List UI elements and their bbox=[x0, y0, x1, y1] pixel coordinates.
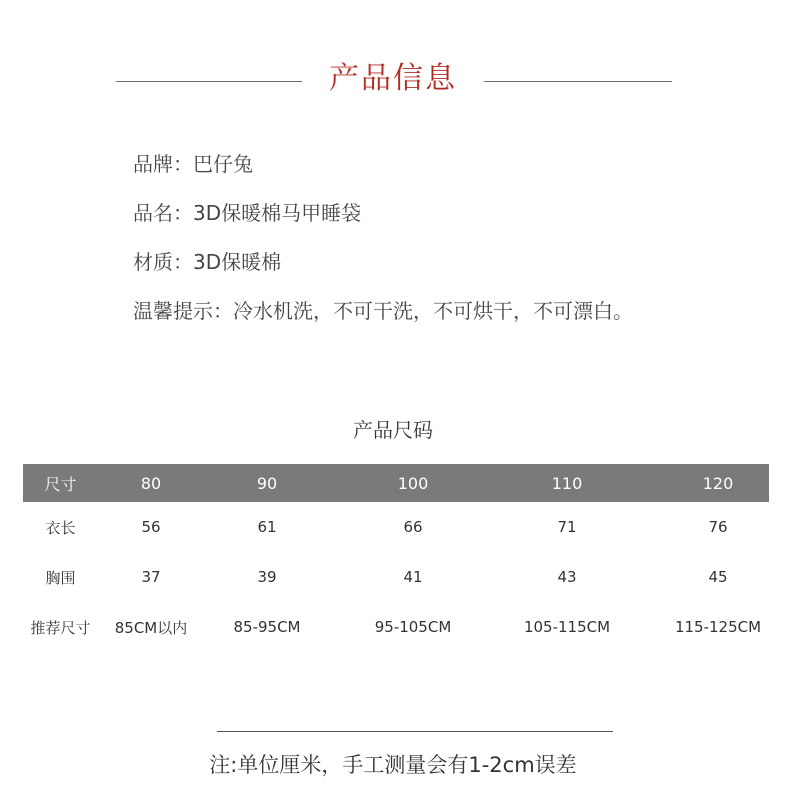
product-info-title: 产品信息 bbox=[329, 61, 457, 96]
product-info-list bbox=[133, 146, 633, 342]
table-cell: 66 bbox=[403, 518, 423, 536]
row-label: 胸围 bbox=[45, 568, 76, 587]
size-chart-title: 产品尺码 bbox=[353, 418, 433, 442]
table-cell: 105-115CM bbox=[523, 618, 611, 636]
table-cell: 85CM以内 bbox=[114, 618, 188, 637]
table-cell: 115-125CM bbox=[674, 618, 762, 636]
table-cell: 45 bbox=[708, 568, 728, 586]
table-cell: 39 bbox=[257, 568, 277, 586]
row-label: 衣长 bbox=[45, 518, 76, 537]
title-divider-right bbox=[484, 81, 672, 82]
table-cell: 41 bbox=[403, 568, 423, 586]
title-divider-left bbox=[116, 81, 302, 82]
header-cell-120: 120 bbox=[702, 473, 734, 493]
info-product-name: 品名：3D保暖棉马甲睡袋 bbox=[133, 201, 362, 225]
table-cell: 56 bbox=[141, 518, 161, 536]
table-cell: 71 bbox=[557, 518, 577, 536]
note-divider bbox=[217, 731, 613, 732]
table-cell: 85-95CM bbox=[233, 618, 301, 636]
size-table-header bbox=[23, 464, 769, 502]
table-cell: 76 bbox=[708, 518, 728, 536]
measurement-note: 注:单位厘米，手工测量会有1-2cm误差 bbox=[209, 753, 577, 777]
table-cell: 61 bbox=[257, 518, 277, 536]
table-cell: 95-105CM bbox=[374, 618, 452, 636]
table-row bbox=[23, 502, 769, 552]
table-row bbox=[23, 602, 769, 652]
table-cell: 37 bbox=[141, 568, 161, 586]
info-brand: 品牌：巴仔兔 bbox=[133, 152, 253, 176]
header-cell-110: 110 bbox=[551, 473, 583, 493]
size-table bbox=[23, 464, 769, 652]
product-info-header bbox=[0, 56, 786, 106]
info-care-tips: 温馨提示：冷水机洗，不可干洗，不可烘干，不可漂白。 bbox=[133, 299, 633, 323]
info-material: 材质：3D保暖棉 bbox=[133, 250, 282, 274]
table-cell: 43 bbox=[557, 568, 577, 586]
row-label: 推荐尺寸 bbox=[30, 618, 91, 637]
header-cell-100: 100 bbox=[397, 473, 429, 493]
header-cell-label: 尺寸 bbox=[44, 474, 77, 494]
header-cell-80: 80 bbox=[140, 473, 162, 493]
header-cell-90: 90 bbox=[256, 473, 278, 493]
table-row bbox=[23, 552, 769, 602]
